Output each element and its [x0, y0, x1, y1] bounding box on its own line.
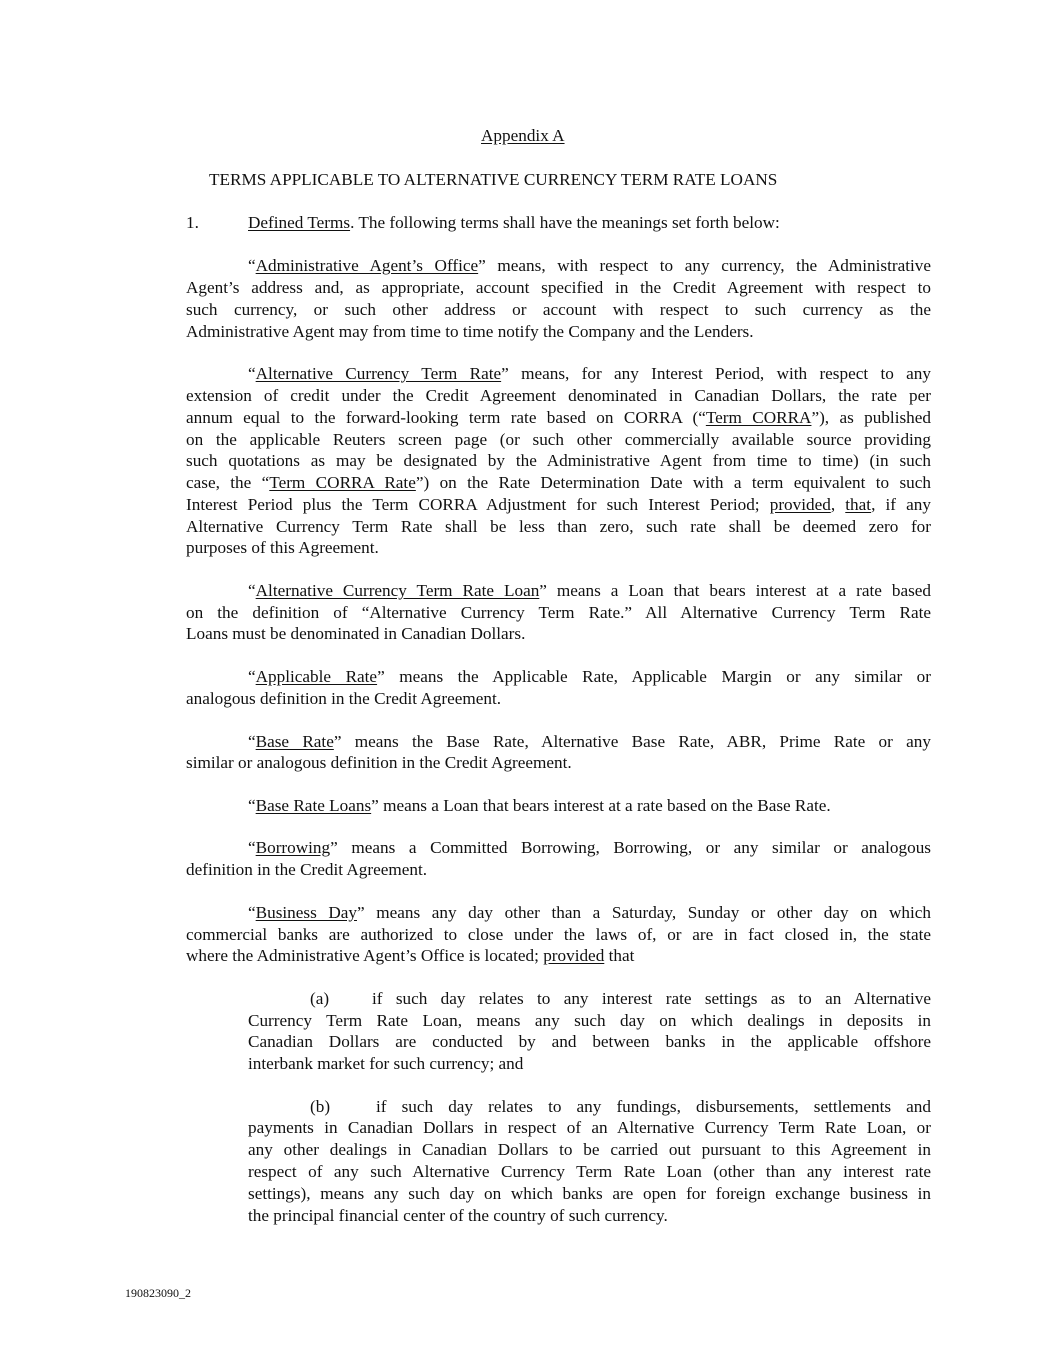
- section-1-number: 1.: [186, 213, 199, 232]
- paragraph-line: [248, 795, 831, 817]
- paragraph-line: on the applicable Reuters screen page (or such other commercially available source providing: [186, 430, 931, 449]
- paragraph-line: [248, 666, 931, 688]
- defined-term: Base Rate Loans: [255, 796, 372, 815]
- paragraph-line: Alternative Currency Term Rate shall be less than zero, such rate shall be deemed zero for: [186, 517, 931, 536]
- open-quote: “: [248, 838, 256, 857]
- line-text: ” means the Base Rate, Alternative Base Rate, ABR, Prime Rate or any: [333, 732, 931, 751]
- paragraph-line: Administrative Agent may from time to time notify the Company and the Lenders.: [186, 322, 754, 341]
- line-text: ” means a Loan that bears interest at a rate based: [539, 581, 932, 600]
- line-text: ” means, with respect to any currency, the Administrative: [478, 256, 931, 275]
- paragraph-line: [248, 731, 931, 753]
- defined-term: Alternative Currency Term Rate: [255, 364, 502, 383]
- line-text: ”), as published: [811, 408, 931, 427]
- paragraph-line: commercial banks are authorized to close under the laws of, or are in fact closed in, the state: [186, 925, 931, 944]
- section-1-intro: . The following terms shall have the meanings set forth below:: [350, 213, 780, 232]
- line-text: ” means, for any Interest Period, with respect to any: [501, 364, 931, 383]
- paragraph-line: [248, 363, 931, 385]
- open-quote: “: [248, 581, 256, 600]
- defined-term: Base Rate: [255, 732, 334, 751]
- paragraph-line: extension of credit under the Credit Agreement denominated in Canadian Dollars, the rate per: [186, 386, 931, 405]
- defined-term: Business Day: [255, 903, 357, 922]
- paragraph-line: purposes of this Agreement.: [186, 538, 379, 557]
- provided-term: provided: [543, 946, 605, 965]
- paragraph-line: Loans must be denominated in Canadian Dollars.: [186, 624, 526, 643]
- line-text: where the Administrative Agent’s Office is located;: [186, 946, 544, 965]
- main-heading: TERMS APPLICABLE TO ALTERNATIVE CURRENCY TERM RATE LOANS: [209, 170, 778, 189]
- paragraph-line: [248, 255, 931, 277]
- appendix-title: Appendix A: [481, 126, 565, 145]
- paragraph-line: [248, 580, 931, 602]
- open-quote: “: [248, 667, 256, 686]
- paragraph-line: Currency Term Rate Loan, means any such day on which dealings in deposits in: [248, 1011, 931, 1030]
- line-text: , if any: [871, 495, 931, 514]
- line-text: ”) on the Rate Determination Date with a term equivalent to such: [415, 473, 931, 492]
- paragraph-line: analogous definition in the Credit Agreement.: [186, 689, 502, 708]
- line-text: ” means the Applicable Rate, Applicable Margin or any similar or: [377, 667, 932, 686]
- section-1-heading: [248, 212, 780, 234]
- open-quote: “: [248, 732, 256, 751]
- that-term: that: [845, 495, 872, 514]
- line-text: that: [604, 946, 635, 965]
- line-text: ” means any day other than a Saturday, Sunday or other day on which: [357, 903, 931, 922]
- paragraph-line: on the definition of “Alternative Currency Term Rate.” All Alternative Currency Term Rate: [186, 603, 931, 622]
- open-quote: “: [248, 796, 256, 815]
- open-quote: “: [248, 256, 256, 275]
- line-text: ” means a Loan that bears interest at a rate based on the Base Rate.: [371, 796, 831, 815]
- paragraph-line: payments in Canadian Dollars in respect of an Alternative Currency Term Rate Loan, or: [248, 1118, 931, 1137]
- line-text: Interest Period plus the Term CORRA Adjustment for such Interest Period;: [186, 495, 770, 514]
- paragraph-line: similar or analogous definition in the Credit Agreement.: [186, 753, 572, 772]
- paragraph-line: the principal financial center of the country of such currency.: [248, 1206, 668, 1225]
- paragraph-line: [186, 494, 931, 516]
- open-quote: “: [248, 903, 256, 922]
- paragraph-line: any other dealings in Canadian Dollars to be carried out pursuant to this Agreement in: [248, 1140, 931, 1159]
- paragraph-line: definition in the Credit Agreement.: [186, 860, 428, 879]
- defined-term-term-corra: Term CORRA: [705, 408, 812, 427]
- paragraph-line: [186, 407, 931, 429]
- open-quote: “: [248, 364, 256, 383]
- paragraph-line: if such day relates to any interest rate settings as to an Alternative: [372, 989, 931, 1008]
- defined-term: Administrative Agent’s Office: [255, 256, 479, 275]
- paragraph-line: Agent’s address and, as appropriate, account specified in the Credit Agreement with respect to: [186, 278, 931, 297]
- provided-term: provided: [769, 495, 831, 514]
- line-text: case, the “: [186, 473, 270, 492]
- defined-term-term-corra-rate: Term CORRA Rate: [269, 473, 416, 492]
- paragraph-line: such quotations as may be designated by the Administrative Agent from time to time) (in such: [186, 451, 931, 470]
- paragraph-line: interbank market for such currency; and: [248, 1054, 524, 1073]
- paragraph-line: [186, 945, 634, 967]
- paragraph-line: [248, 902, 931, 924]
- paragraph-line: respect of any such Alternative Currency Term Rate Loan (other than any interest rate: [248, 1162, 931, 1181]
- subclause-a-label: (a): [310, 989, 330, 1008]
- paragraph-line: if such day relates to any fundings, disbursements, settlements and: [376, 1097, 931, 1116]
- line-text: annum equal to the forward-looking term rate based on CORRA (“: [186, 408, 706, 427]
- paragraph-line: [248, 837, 931, 859]
- paragraph-line: such currency, or such other address or account with respect to such currency as the: [186, 300, 931, 319]
- paragraph-line: Canadian Dollars are conducted by and between banks in the applicable offshore: [248, 1032, 931, 1051]
- subclause-b-label: (b): [310, 1097, 331, 1116]
- line-text: ,: [830, 495, 846, 514]
- section-1-title: Defined Terms: [248, 213, 351, 232]
- paragraph-line: [186, 472, 931, 494]
- line-text: ” means a Committed Borrowing, Borrowing, or any similar or analogous: [330, 838, 931, 857]
- defined-term: Applicable Rate: [255, 667, 378, 686]
- defined-term: Alternative Currency Term Rate Loan: [255, 581, 540, 600]
- document-id: 190823090_2: [125, 1286, 191, 1300]
- paragraph-line: settings), means any such day on which banks are open for foreign exchange business in: [248, 1184, 931, 1203]
- defined-term: Borrowing: [255, 838, 331, 857]
